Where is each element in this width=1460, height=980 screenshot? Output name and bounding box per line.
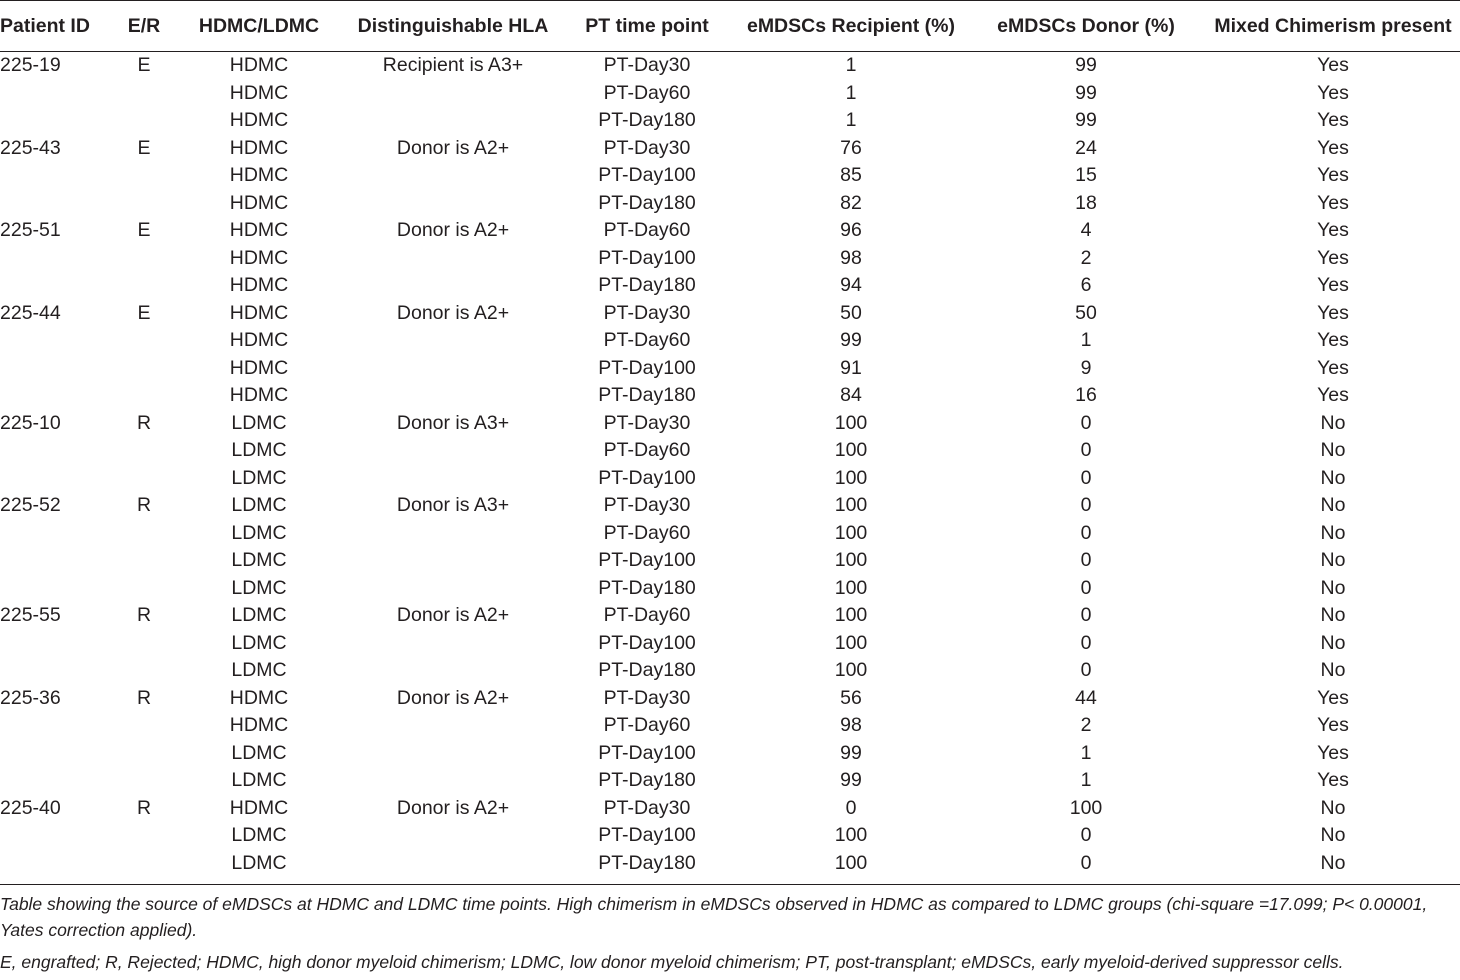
cell-patient-id: 225-40 [0, 796, 61, 819]
cell-emdscs-recipient: 1 [845, 54, 857, 77]
cell-emdscs-donor: 1 [1080, 741, 1092, 764]
header-engrafted-rejected: E/R [118, 1, 170, 52]
cell-emdscs-donor: 6 [1080, 274, 1092, 297]
cell-engrafted-rejected [118, 162, 170, 190]
cell-patient-id [0, 575, 118, 603]
cell-engrafted-rejected: R [136, 604, 152, 627]
cell-engrafted-rejected [118, 245, 170, 273]
cell-distinguishable-hla [348, 630, 558, 658]
cell-pt-time-point: PT-Day180 [598, 109, 696, 132]
cell-distinguishable-hla [348, 272, 558, 300]
cell-hdmc-ldmc: LDMC [231, 521, 287, 544]
header-emdscs-recipient: eMDSCs Recipient (%) [736, 1, 966, 52]
cell-patient-id [0, 245, 118, 273]
cell-mixed-chimerism: Yes [1317, 191, 1349, 214]
cell-mixed-chimerism: Yes [1317, 219, 1349, 242]
cell-engrafted-rejected: R [136, 796, 152, 819]
cell-patient-id [0, 520, 118, 548]
cell-emdscs-donor: 0 [1080, 439, 1092, 462]
cell-hdmc-ldmc: LDMC [231, 466, 287, 489]
cell-distinguishable-hla: Donor is A2+ [396, 219, 510, 242]
table-row [0, 382, 1460, 410]
cell-mixed-chimerism: No [1320, 604, 1346, 627]
cell-distinguishable-hla [348, 547, 558, 575]
header-distinguishable-hla: Distinguishable HLA [348, 1, 558, 52]
cell-distinguishable-hla: Donor is A2+ [396, 301, 510, 324]
cell-hdmc-ldmc: LDMC [231, 851, 287, 874]
cell-emdscs-donor: 99 [1075, 81, 1097, 104]
table-row [0, 465, 1460, 493]
cell-hdmc-ldmc: LDMC [231, 659, 287, 682]
cell-distinguishable-hla [348, 327, 558, 355]
cell-patient-id [0, 272, 118, 300]
table-row [0, 80, 1460, 108]
cell-hdmc-ldmc: LDMC [231, 576, 287, 599]
cell-pt-time-point: PT-Day100 [598, 741, 696, 764]
cell-emdscs-recipient: 91 [840, 356, 862, 379]
cell-patient-id [0, 630, 118, 658]
cell-pt-time-point: PT-Day100 [598, 246, 696, 269]
cell-hdmc-ldmc: LDMC [231, 769, 287, 792]
cell-emdscs-recipient: 100 [834, 851, 868, 874]
table-row [0, 272, 1460, 300]
cell-pt-time-point: PT-Day60 [603, 521, 691, 544]
cell-emdscs-recipient: 100 [834, 659, 868, 682]
cell-pt-time-point: PT-Day30 [603, 494, 691, 517]
cell-pt-time-point: PT-Day30 [603, 686, 691, 709]
cell-mixed-chimerism: Yes [1317, 301, 1349, 324]
cell-distinguishable-hla: Donor is A2+ [396, 796, 510, 819]
cell-hdmc-ldmc: HDMC [229, 219, 289, 242]
cell-engrafted-rejected: R [136, 411, 152, 434]
table-row [0, 712, 1460, 740]
cell-mixed-chimerism: Yes [1317, 384, 1349, 407]
cell-emdscs-donor: 0 [1080, 411, 1092, 434]
cell-patient-id [0, 767, 118, 795]
cell-mixed-chimerism: No [1320, 659, 1346, 682]
cell-patient-id [0, 327, 118, 355]
cell-engrafted-rejected: E [137, 219, 151, 242]
cell-hdmc-ldmc: HDMC [229, 109, 289, 132]
cell-emdscs-recipient: 100 [834, 411, 868, 434]
cell-patient-id [0, 437, 118, 465]
header-emdscs-donor: eMDSCs Donor (%) [966, 1, 1206, 52]
table-row [0, 52, 1460, 80]
cell-mixed-chimerism: No [1320, 549, 1346, 572]
cell-hdmc-ldmc: HDMC [229, 714, 289, 737]
cell-pt-time-point: PT-Day60 [603, 604, 691, 627]
cell-emdscs-recipient: 82 [840, 191, 862, 214]
cell-mixed-chimerism: No [1320, 494, 1346, 517]
cell-distinguishable-hla [348, 767, 558, 795]
cell-hdmc-ldmc: LDMC [231, 631, 287, 654]
cell-mixed-chimerism: No [1320, 576, 1346, 599]
table-row [0, 850, 1460, 881]
cell-patient-id [0, 850, 118, 881]
cell-pt-time-point: PT-Day180 [598, 191, 696, 214]
cell-pt-time-point: PT-Day180 [598, 769, 696, 792]
cell-emdscs-donor: 99 [1075, 109, 1097, 132]
cell-engrafted-rejected [118, 107, 170, 135]
header-row [0, 1, 1460, 52]
table-row [0, 410, 1460, 438]
cell-emdscs-recipient: 76 [840, 136, 862, 159]
cell-mixed-chimerism: No [1320, 796, 1346, 819]
table-row [0, 685, 1460, 713]
cell-emdscs-donor: 1 [1080, 329, 1092, 352]
cell-hdmc-ldmc: LDMC [231, 411, 287, 434]
table-row [0, 657, 1460, 685]
table-row [0, 135, 1460, 163]
table-body [0, 52, 1460, 881]
cell-emdscs-donor: 16 [1075, 384, 1097, 407]
table-caption-note: Table showing the source of eMDSCs at HDMC and LDMC time points. High chimerism in eMDSCs observed in HDMC as compared to LDMC groups (chi-square =17.099; P< 0.00001, Yates correction applied). [0, 894, 1428, 940]
table-row [0, 217, 1460, 245]
cell-pt-time-point: PT-Day100 [598, 549, 696, 572]
cell-emdscs-recipient: 100 [834, 576, 868, 599]
cell-engrafted-rejected [118, 712, 170, 740]
cell-distinguishable-hla [348, 657, 558, 685]
cell-emdscs-donor: 9 [1080, 356, 1092, 379]
cell-mixed-chimerism: Yes [1317, 81, 1349, 104]
cell-distinguishable-hla [348, 822, 558, 850]
cell-mixed-chimerism: Yes [1317, 246, 1349, 269]
cell-distinguishable-hla: Recipient is A3+ [382, 54, 524, 77]
cell-emdscs-donor: 0 [1080, 631, 1092, 654]
cell-engrafted-rejected [118, 767, 170, 795]
header-hdmc-ldmc: HDMC/LDMC [170, 1, 348, 52]
cell-emdscs-donor: 2 [1080, 246, 1092, 269]
cell-pt-time-point: PT-Day180 [598, 851, 696, 874]
cell-mixed-chimerism: Yes [1317, 164, 1349, 187]
cell-distinguishable-hla [348, 162, 558, 190]
cell-engrafted-rejected: E [137, 301, 151, 324]
cell-mixed-chimerism: No [1320, 824, 1346, 847]
table-row [0, 602, 1460, 630]
cell-patient-id [0, 162, 118, 190]
cell-engrafted-rejected [118, 630, 170, 658]
table-row [0, 107, 1460, 135]
table-row [0, 300, 1460, 328]
cell-emdscs-donor: 0 [1080, 604, 1092, 627]
cell-emdscs-recipient: 1 [845, 81, 857, 104]
cell-emdscs-recipient: 100 [834, 824, 868, 847]
cell-engrafted-rejected: R [136, 494, 152, 517]
cell-emdscs-recipient: 100 [834, 631, 868, 654]
cell-engrafted-rejected [118, 80, 170, 108]
cell-hdmc-ldmc: HDMC [229, 686, 289, 709]
cell-mixed-chimerism: No [1320, 411, 1346, 434]
cell-distinguishable-hla [348, 575, 558, 603]
table-row [0, 492, 1460, 520]
cell-distinguishable-hla [348, 107, 558, 135]
cell-distinguishable-hla [348, 355, 558, 383]
cell-emdscs-recipient: 0 [845, 796, 857, 819]
cell-emdscs-recipient: 56 [840, 686, 862, 709]
table-row [0, 822, 1460, 850]
table-row [0, 190, 1460, 218]
cell-mixed-chimerism: Yes [1317, 714, 1349, 737]
cell-mixed-chimerism: No [1320, 466, 1346, 489]
cell-hdmc-ldmc: HDMC [229, 356, 289, 379]
cell-hdmc-ldmc: HDMC [229, 246, 289, 269]
cell-engrafted-rejected [118, 355, 170, 383]
cell-hdmc-ldmc: HDMC [229, 274, 289, 297]
cell-emdscs-recipient: 96 [840, 219, 862, 242]
cell-patient-id [0, 355, 118, 383]
cell-emdscs-donor: 0 [1080, 851, 1092, 874]
cell-mixed-chimerism: Yes [1317, 769, 1349, 792]
cell-pt-time-point: PT-Day60 [603, 714, 691, 737]
cell-emdscs-recipient: 84 [840, 384, 862, 407]
cell-mixed-chimerism: No [1320, 631, 1346, 654]
cell-emdscs-recipient: 98 [840, 246, 862, 269]
table-row [0, 327, 1460, 355]
cell-emdscs-donor: 0 [1080, 549, 1092, 572]
cell-engrafted-rejected: E [137, 136, 151, 159]
table-header [0, 1, 1460, 52]
cell-hdmc-ldmc: LDMC [231, 494, 287, 517]
cell-engrafted-rejected [118, 465, 170, 493]
cell-patient-id [0, 80, 118, 108]
cell-emdscs-donor: 4 [1080, 219, 1092, 242]
cell-pt-time-point: PT-Day100 [598, 466, 696, 489]
table-row [0, 740, 1460, 768]
cell-pt-time-point: PT-Day180 [598, 274, 696, 297]
table-row [0, 547, 1460, 575]
table-row [0, 162, 1460, 190]
cell-emdscs-donor: 44 [1075, 686, 1097, 709]
cell-engrafted-rejected: E [137, 54, 151, 77]
table-row [0, 437, 1460, 465]
cell-patient-id: 225-51 [0, 219, 61, 242]
cell-distinguishable-hla: Donor is A2+ [396, 136, 510, 159]
cell-emdscs-donor: 15 [1075, 164, 1097, 187]
cell-mixed-chimerism: Yes [1317, 329, 1349, 352]
cell-distinguishable-hla [348, 712, 558, 740]
cell-emdscs-recipient: 99 [840, 329, 862, 352]
table-row [0, 245, 1460, 273]
cell-hdmc-ldmc: HDMC [229, 329, 289, 352]
cell-emdscs-donor: 0 [1080, 494, 1092, 517]
cell-mixed-chimerism: Yes [1317, 274, 1349, 297]
cell-emdscs-recipient: 99 [840, 741, 862, 764]
cell-pt-time-point: PT-Day30 [603, 54, 691, 77]
cell-pt-time-point: PT-Day60 [603, 439, 691, 462]
cell-distinguishable-hla [348, 465, 558, 493]
cell-patient-id [0, 657, 118, 685]
abbreviations-note: E, engrafted; R, Rejected; HDMC, high donor myeloid chimerism; LDMC, low donor myeloid chimerism; PT, post-transplant; eMDSCs, early myeloid-derived suppressor cells. [0, 952, 1344, 972]
cell-distinguishable-hla: Donor is A2+ [396, 686, 510, 709]
cell-emdscs-recipient: 100 [834, 604, 868, 627]
cell-distinguishable-hla [348, 740, 558, 768]
cell-hdmc-ldmc: LDMC [231, 549, 287, 572]
cell-mixed-chimerism: No [1320, 439, 1346, 462]
cell-emdscs-donor: 2 [1080, 714, 1092, 737]
cell-patient-id: 225-44 [0, 301, 61, 324]
cell-engrafted-rejected [118, 520, 170, 548]
cell-pt-time-point: PT-Day60 [603, 329, 691, 352]
cell-emdscs-donor: 0 [1080, 659, 1092, 682]
cell-engrafted-rejected [118, 657, 170, 685]
cell-emdscs-recipient: 98 [840, 714, 862, 737]
cell-emdscs-recipient: 100 [834, 466, 868, 489]
cell-emdscs-recipient: 85 [840, 164, 862, 187]
cell-mixed-chimerism: No [1320, 851, 1346, 874]
cell-pt-time-point: PT-Day100 [598, 164, 696, 187]
header-pt-time-point: PT time point [558, 1, 736, 52]
cell-engrafted-rejected [118, 437, 170, 465]
cell-mixed-chimerism: Yes [1317, 741, 1349, 764]
cell-patient-id: 225-52 [0, 494, 61, 517]
cell-mixed-chimerism: No [1320, 521, 1346, 544]
cell-hdmc-ldmc: HDMC [229, 384, 289, 407]
cell-emdscs-donor: 99 [1075, 54, 1097, 77]
cell-pt-time-point: PT-Day100 [598, 631, 696, 654]
cell-mixed-chimerism: Yes [1317, 356, 1349, 379]
cell-patient-id [0, 382, 118, 410]
cell-pt-time-point: PT-Day30 [603, 796, 691, 819]
cell-emdscs-donor: 100 [1069, 796, 1103, 819]
table-row [0, 630, 1460, 658]
table-row [0, 520, 1460, 548]
cell-emdscs-donor: 0 [1080, 824, 1092, 847]
cell-mixed-chimerism: Yes [1317, 136, 1349, 159]
cell-distinguishable-hla: Donor is A3+ [396, 411, 510, 434]
cell-distinguishable-hla [348, 520, 558, 548]
cell-emdscs-donor: 24 [1075, 136, 1097, 159]
table-bottom-rule [0, 884, 1460, 885]
cell-emdscs-donor: 0 [1080, 576, 1092, 599]
cell-pt-time-point: PT-Day60 [603, 81, 691, 104]
cell-patient-id [0, 465, 118, 493]
cell-pt-time-point: PT-Day100 [598, 356, 696, 379]
cell-hdmc-ldmc: HDMC [229, 796, 289, 819]
cell-mixed-chimerism: Yes [1317, 686, 1349, 709]
cell-patient-id: 225-43 [0, 136, 61, 159]
cell-pt-time-point: PT-Day30 [603, 411, 691, 434]
table-row [0, 355, 1460, 383]
cell-engrafted-rejected [118, 382, 170, 410]
cell-patient-id [0, 712, 118, 740]
cell-engrafted-rejected [118, 190, 170, 218]
cell-emdscs-recipient: 100 [834, 521, 868, 544]
cell-patient-id: 225-55 [0, 604, 61, 627]
cell-patient-id: 225-10 [0, 411, 61, 434]
cell-patient-id [0, 107, 118, 135]
cell-hdmc-ldmc: HDMC [229, 164, 289, 187]
cell-emdscs-recipient: 50 [840, 301, 862, 324]
cell-engrafted-rejected [118, 822, 170, 850]
cell-mixed-chimerism: Yes [1317, 109, 1349, 132]
cell-engrafted-rejected [118, 327, 170, 355]
cell-engrafted-rejected [118, 740, 170, 768]
cell-hdmc-ldmc: HDMC [229, 301, 289, 324]
cell-patient-id [0, 740, 118, 768]
cell-emdscs-donor: 0 [1080, 466, 1092, 489]
cell-hdmc-ldmc: LDMC [231, 604, 287, 627]
cell-emdscs-donor: 18 [1075, 191, 1097, 214]
cell-hdmc-ldmc: HDMC [229, 81, 289, 104]
cell-hdmc-ldmc: HDMC [229, 191, 289, 214]
cell-patient-id [0, 190, 118, 218]
cell-distinguishable-hla: Donor is A2+ [396, 604, 510, 627]
cell-mixed-chimerism: Yes [1317, 54, 1349, 77]
cell-emdscs-recipient: 100 [834, 549, 868, 572]
cell-patient-id: 225-19 [0, 54, 61, 77]
cell-pt-time-point: PT-Day30 [603, 136, 691, 159]
cell-engrafted-rejected [118, 547, 170, 575]
cell-emdscs-donor: 50 [1075, 301, 1097, 324]
cell-distinguishable-hla [348, 245, 558, 273]
cell-pt-time-point: PT-Day180 [598, 576, 696, 599]
cell-pt-time-point: PT-Day180 [598, 659, 696, 682]
cell-distinguishable-hla [348, 850, 558, 881]
table-row [0, 575, 1460, 603]
cell-emdscs-recipient: 1 [845, 109, 857, 132]
cell-emdscs-recipient: 100 [834, 494, 868, 517]
cell-distinguishable-hla [348, 80, 558, 108]
table-row [0, 767, 1460, 795]
cell-distinguishable-hla [348, 190, 558, 218]
cell-distinguishable-hla: Donor is A3+ [396, 494, 510, 517]
cell-patient-id [0, 547, 118, 575]
header-mixed-chimerism: Mixed Chimerism present [1206, 1, 1460, 52]
cell-hdmc-ldmc: LDMC [231, 741, 287, 764]
table-row [0, 795, 1460, 823]
cell-pt-time-point: PT-Day180 [598, 384, 696, 407]
cell-emdscs-recipient: 100 [834, 439, 868, 462]
cell-engrafted-rejected [118, 850, 170, 881]
cell-pt-time-point: PT-Day100 [598, 824, 696, 847]
cell-hdmc-ldmc: HDMC [229, 54, 289, 77]
header-patient-id: Patient ID [0, 1, 118, 52]
cell-emdscs-donor: 0 [1080, 521, 1092, 544]
cell-pt-time-point: PT-Day60 [603, 219, 691, 242]
cell-hdmc-ldmc: LDMC [231, 824, 287, 847]
cell-distinguishable-hla [348, 382, 558, 410]
cell-engrafted-rejected [118, 272, 170, 300]
cell-emdscs-recipient: 94 [840, 274, 862, 297]
cell-engrafted-rejected: R [136, 686, 152, 709]
cell-emdscs-donor: 1 [1080, 769, 1092, 792]
cell-hdmc-ldmc: HDMC [229, 136, 289, 159]
cell-engrafted-rejected [118, 575, 170, 603]
cell-emdscs-recipient: 99 [840, 769, 862, 792]
cell-patient-id: 225-36 [0, 686, 61, 709]
cell-distinguishable-hla [348, 437, 558, 465]
cell-hdmc-ldmc: LDMC [231, 439, 287, 462]
cell-patient-id [0, 822, 118, 850]
cell-pt-time-point: PT-Day30 [603, 301, 691, 324]
